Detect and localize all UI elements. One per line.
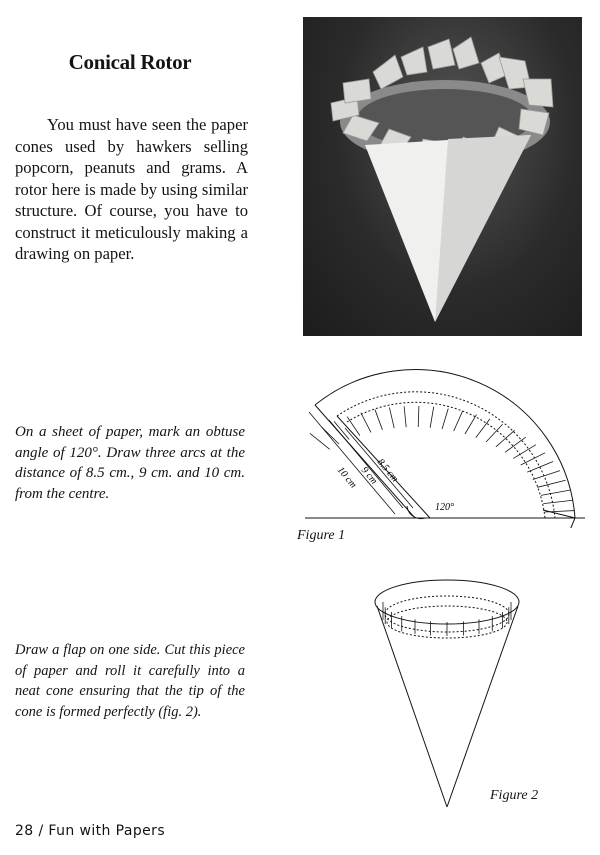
figure2-caption: Figure 2 (490, 788, 539, 803)
figure2-cone-diagram (370, 572, 525, 812)
figure1-instruction: On a sheet of paper, mark an obtuse angle of 120°. Draw three arcs at the distance of 8.5 cm., 9 cm. and 10 cm. from the centre. (15, 424, 245, 502)
angle-label: 120° (435, 502, 454, 513)
page-footer: 28 / Fun with Papers (15, 823, 166, 839)
page-title: Conical Rotor (68, 50, 192, 74)
figure2-instruction: Draw a flap on one side. Cut this piece of paper and roll it carefully into a neat cone ensuring that the tip of the cone is formed perfectly (fig. 2). (15, 642, 245, 720)
dim-8-5cm-label: 8.5 cm (374, 456, 401, 485)
figure1-caption: Figure 1 (297, 528, 346, 543)
paper-cone-icon (303, 17, 582, 336)
dim-9cm-label: 9 cm (358, 464, 380, 487)
intro-paragraph (15, 114, 248, 265)
dim-10cm-label: 10 cm (334, 464, 359, 491)
figure1-arc-diagram (285, 358, 590, 528)
paper-cone-rotor-photo (303, 17, 582, 336)
intro-text: You must have seen the paper cones used by hawkers selling popcorn, peanuts and grams. A rotor here is made by using similar structure. Of course, you have to construct it meticulously making a drawing on paper. (15, 115, 248, 263)
